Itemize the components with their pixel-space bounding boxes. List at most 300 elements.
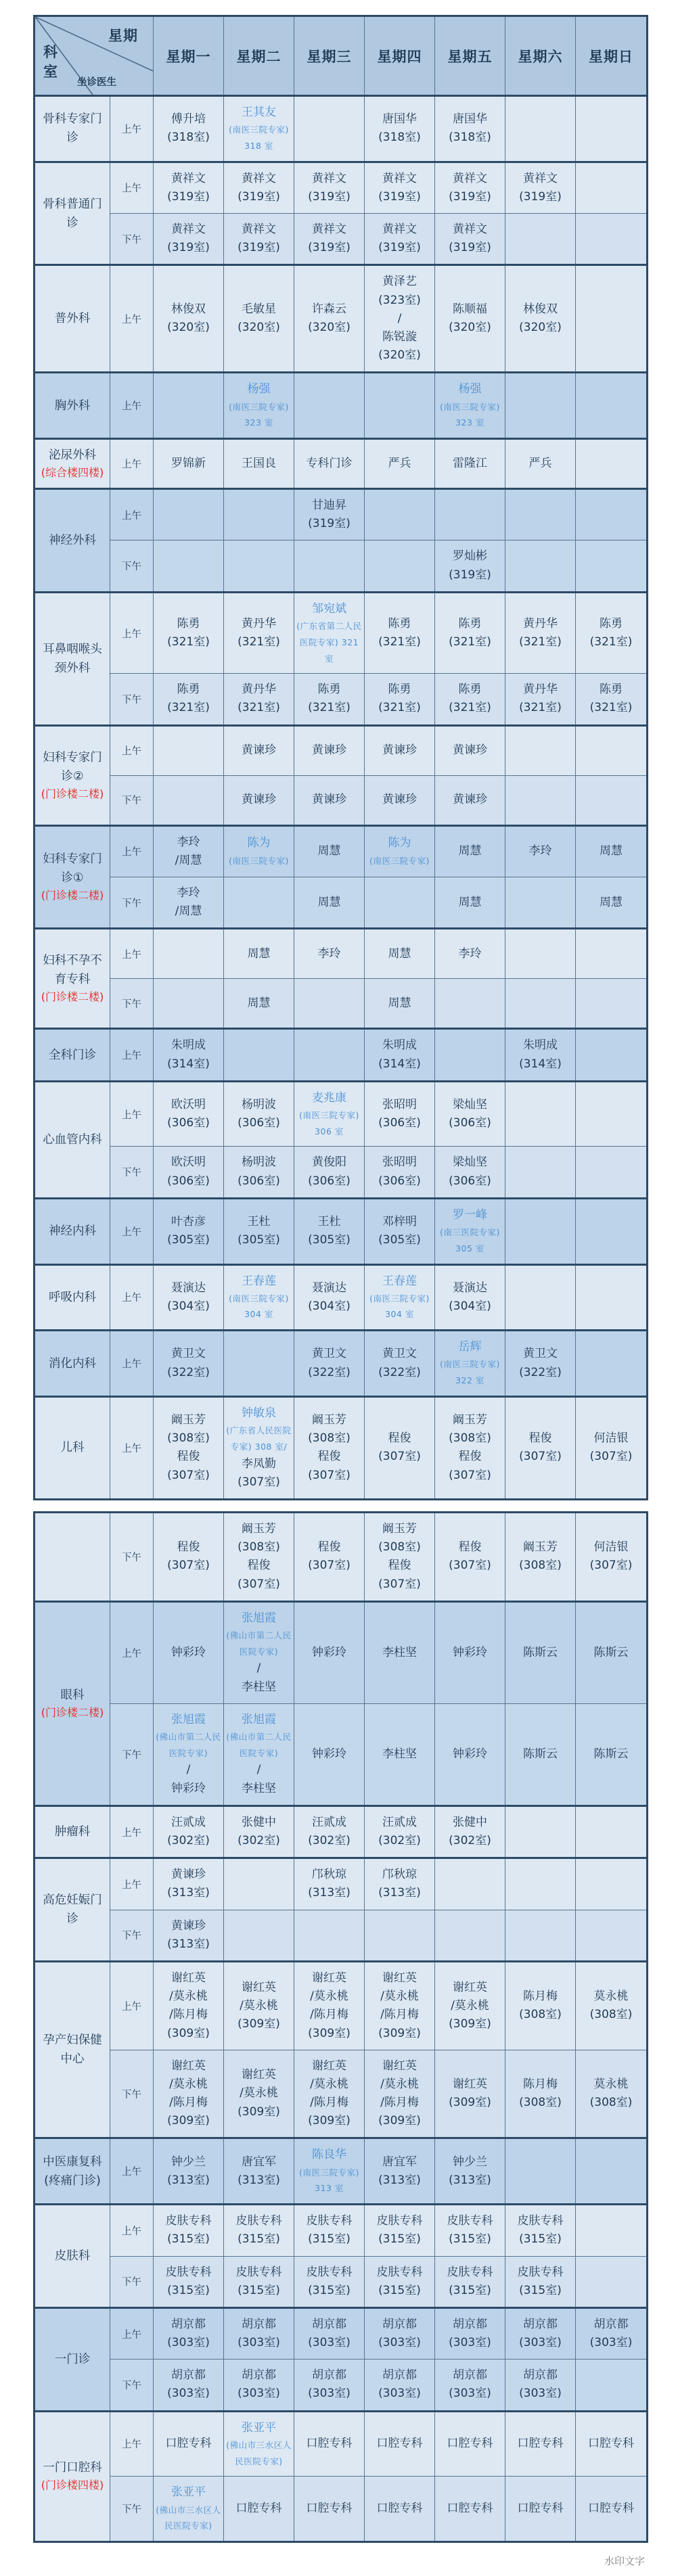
schedule-cell [224,2477,294,2542]
schedule-cell [435,979,505,1029]
cell-line: 皮肤专科 [376,2214,423,2228]
cell-line: 陈勇 [600,616,623,630]
schedule-cell [576,2205,648,2256]
cell-line: (306室) [378,1174,421,1188]
schedule-cell [576,2050,648,2138]
schedule-cell [224,2411,294,2477]
schedule-row [35,725,648,775]
schedule-row [35,1806,648,1858]
schedule-cell [294,1910,365,1961]
department-name: 呼吸内科 [49,1290,96,1304]
cell-line: 陈勇 [388,683,411,697]
cell-line: 傅升培 [171,112,206,127]
cell-line: 朱明成 [171,1038,206,1053]
cell-line: (319室) [308,241,351,255]
cell-line: (303室) [378,2387,421,2401]
cell-line: (307室) [378,1450,421,1464]
time-label: 上午 [110,2411,154,2477]
schedule-row [35,1396,648,1499]
time-label: 上午 [110,1198,154,1264]
cell-line: (南医三院专家) 306 室 [299,1109,359,1136]
cell-line: (306室) [449,1174,491,1188]
cell-line: 罗锦新 [171,456,206,470]
schedule-cell [505,96,576,162]
schedule-cell [505,1703,576,1806]
schedule-cell [294,1081,365,1147]
department-label [35,2307,110,2411]
cell-line: 程俊 [247,1559,271,1573]
cell-line: (315室) [167,2232,210,2247]
cell-line: 胡京都 [523,2317,558,2331]
schedule-cell [294,2307,365,2359]
schedule-cell [576,592,648,673]
schedule-cell [435,825,505,877]
department-label [35,439,110,489]
cell-line: (315室) [449,2232,491,2247]
time-label: 下午 [110,2256,154,2307]
cell-line: (306室) [238,1116,280,1130]
department-name: 一门口腔科 [43,2461,102,2475]
schedule-cell [365,1601,435,1703]
cell-line: /周慧 [175,904,202,919]
department-label [35,2138,110,2205]
cell-line: 钟彩玲 [453,1747,487,1761]
schedule-row [35,2477,648,2542]
schedule-cell [435,1331,505,1397]
cell-line: (302室) [449,1834,491,1847]
cell-line: 皮肤专科 [165,2214,212,2228]
schedule-cell [435,877,505,929]
cell-line: /陈月梅 [310,2096,348,2110]
schedule-cell [224,2205,294,2256]
schedule-cell [576,775,648,825]
cell-line: 陈勇 [600,683,623,697]
cell-line: (321室) [378,635,421,649]
schedule-cell [294,489,365,540]
schedule-cell [505,2205,576,2256]
schedule-cell [154,162,224,213]
cell-line: (319室) [449,189,491,204]
cell-line: 聂演达 [171,1281,206,1295]
schedule-cell [294,592,365,673]
schedule-cell [365,1961,435,2050]
cell-line: (315室) [238,2232,280,2247]
schedule-cell [505,2256,576,2307]
schedule-row [35,540,648,592]
cell-line: 黄谏珍 [171,1868,206,1882]
schedule-row [35,1264,648,1331]
schedule-row [35,2307,648,2359]
schedule-cell [576,1029,648,1081]
cell-line: 口腔专科 [376,2437,423,2451]
department-label [35,592,110,725]
schedule-cell [435,1512,505,1601]
cell-line: 陈为 [247,836,271,850]
cell-line: (308室) [589,2096,633,2110]
schedule-cell [154,1264,224,1331]
schedule-cell [224,1961,294,2050]
department-name: 全科门诊 [49,1048,96,1062]
cell-line: 朱明成 [523,1038,558,1053]
cell-line: 雷隆江 [453,456,487,470]
schedule-cell [224,1910,294,1961]
schedule-row [35,2205,648,2256]
schedule-cell [365,775,435,825]
cell-line: 谢红英 [171,2058,206,2073]
cell-line: (321室) [519,701,562,715]
department-name: 眼科 [60,1688,85,1702]
cell-line: (309室) [449,2096,491,2110]
schedule-cell [224,1512,294,1601]
cell-line: 皮肤专科 [447,2214,493,2228]
cell-line: 程俊 [177,1450,200,1464]
schedule-row [35,1961,648,2050]
schedule-header-row [35,16,648,96]
schedule-cell [505,674,576,725]
cell-line: 林俊双 [171,302,206,317]
time-label: 下午 [110,2360,154,2411]
cell-line: (320室) [378,348,421,363]
cell-line: / [186,1763,191,1777]
cell-line: (南医三院专家) 318 室 [229,124,289,151]
schedule-cell [154,2360,224,2411]
schedule-cell [224,674,294,725]
schedule-table-upper [33,15,648,1500]
cell-line: (广东省第二人民医院专家) 321 室 [296,621,362,664]
schedule-cell [365,2256,435,2307]
time-label: 下午 [110,775,154,825]
schedule-cell [435,1081,505,1147]
schedule-cell [365,1331,435,1397]
schedule-cell [365,979,435,1029]
schedule-cell [365,592,435,673]
schedule-cell [505,2307,576,2359]
schedule-cell [154,1703,224,1806]
cell-line: 周慧 [247,996,271,1010]
cell-line: 程俊 [528,1431,552,1446]
schedule-cell [224,2138,294,2205]
schedule-cell [365,265,435,373]
schedule-row [35,1147,648,1198]
cell-line: /陈月梅 [380,2008,419,2022]
cell-line: (307室) [167,1468,210,1482]
schedule-cell [294,2256,365,2307]
cell-line: 欧沃明 [171,1097,206,1111]
schedule-cell [505,162,576,213]
schedule-cell [435,1396,505,1499]
cell-line: 皮肤专科 [517,2214,564,2228]
cell-line: 王春莲 [382,1274,417,1288]
department-label [35,1806,110,1858]
cell-line: (306室) [167,1116,210,1130]
cell-line: 胡京都 [312,2317,346,2331]
cell-line: 陈勇 [177,616,200,630]
schedule-cell [576,1806,648,1858]
cell-line: 张旭霞 [242,1712,276,1726]
schedule-cell [154,373,224,439]
time-label: 下午 [110,1910,154,1961]
department-label [35,825,110,929]
department-label [35,2411,110,2542]
corner-cell [35,16,154,96]
cell-line: (303室) [308,2336,351,2350]
cell-line: /莫永桃 [451,1998,489,2013]
cell-line: 莫永桃 [593,1990,629,2004]
cell-line: (303室) [378,2336,421,2350]
cell-line: 张旭霞 [242,1611,276,1625]
schedule-cell [224,439,294,489]
cell-line: 谢红英 [453,1980,487,1994]
cell-line: 王杜 [247,1214,271,1228]
cell-line: 唐宜军 [382,2155,417,2169]
cell-line: 口腔专科 [517,2502,564,2516]
schedule-cell [294,265,365,373]
cell-line: (305室) [378,1233,421,1247]
time-label: 上午 [110,1264,154,1331]
department-name: 神经内科 [49,1224,96,1239]
schedule-cell [576,1198,648,1264]
schedule-row [35,2256,648,2307]
cell-line: 黄谏珍 [453,743,487,758]
time-label: 上午 [110,96,154,162]
cell-line: / [397,311,402,325]
cell-line: / [256,1763,261,1777]
cell-line: (303室) [519,2336,562,2350]
cell-line: 谢红英 [242,1980,276,1994]
cell-line: 陈锐漩 [382,330,417,344]
cell-line: (305室) [238,1233,280,1247]
schedule-cell [294,1512,365,1601]
cell-line: 张亚平 [171,2485,206,2500]
schedule-cell [154,2411,224,2477]
cell-line: (309室) [167,2114,210,2128]
schedule-cell [365,1264,435,1331]
cell-line: 张健中 [242,1815,276,1829]
schedule-cell [154,1601,224,1703]
cell-line: (309室) [238,2104,280,2119]
schedule-cell [294,214,365,265]
cell-line: 钟敏泉 [242,1406,276,1420]
time-label: 下午 [110,214,154,265]
cell-line: (南医三院专家) [369,855,430,866]
corner-dept-char: 科 [43,44,58,61]
cell-line: 邓梓明 [382,1214,417,1228]
schedule-cell [365,1910,435,1961]
schedule-cell [154,1512,224,1601]
schedule-cell [576,540,648,592]
cell-line: 阚玉芳 [171,1413,206,1427]
schedule-cell [224,489,294,540]
cell-line: (322室) [519,1365,562,1379]
cell-line: 王国良 [242,456,276,470]
schedule-cell [154,1910,224,1961]
schedule-row [35,825,648,877]
cell-line: 陈顺福 [453,302,487,317]
cell-line: (315室) [378,2232,421,2247]
schedule-cell [294,1198,365,1264]
cell-line: 程俊 [458,1540,482,1555]
schedule-cell [576,1858,648,1910]
schedule-cell [505,2050,576,2138]
cell-line: 黄丹华 [242,683,276,697]
cell-line: 胡京都 [593,2317,629,2331]
cell-line: 何洁银 [593,1431,629,1446]
cell-line: 口腔专科 [447,2502,493,2516]
schedule-cell [435,1264,505,1331]
department-name: 妇科专家门诊② [43,750,102,783]
cell-line: 程俊 [388,1559,411,1573]
schedule-cell [505,1147,576,1198]
department-name: 心血管内科 [43,1132,102,1147]
cell-line: (308室) [589,2008,633,2022]
cell-line: (303室) [167,2336,210,2350]
schedule-row [35,2050,648,2138]
schedule-cell [224,877,294,929]
cell-line: (321室) [308,701,351,715]
schedule-cell [224,2307,294,2359]
schedule-cell [224,1147,294,1198]
schedule-cell [294,775,365,825]
schedule-cell [294,1961,365,2050]
schedule-cell [435,2256,505,2307]
time-label: 下午 [110,877,154,929]
schedule-cell [576,1081,648,1147]
schedule-cell [576,489,648,540]
cell-line: (314室) [378,1057,421,1071]
cell-line: (308室) [519,1559,562,1573]
schedule-cell [365,877,435,929]
schedule-row [35,1512,648,1601]
cell-line: 黄谏珍 [242,743,276,758]
cell-line: 陈勇 [177,683,200,697]
cell-line: 皮肤专科 [165,2265,212,2279]
schedule-cell [365,439,435,489]
department-label [35,2205,110,2308]
cell-line: 黄俊阳 [312,1155,346,1170]
cell-line: 黄祥文 [312,223,346,237]
schedule-cell [365,96,435,162]
cell-line: (314室) [519,1057,562,1071]
schedule-cell [294,825,365,877]
cell-line: 周慧 [388,946,411,961]
schedule-cell [505,979,576,1029]
schedule-cell [576,2138,648,2205]
cell-line: 王其友 [242,106,276,119]
cell-line: 聂演达 [453,1281,487,1295]
cell-line: 唐宜军 [242,2155,276,2169]
cell-line: 邹宛斌 [312,601,346,616]
cell-line: (319室) [238,189,280,204]
schedule-cell [365,2477,435,2542]
schedule-cell [505,2477,576,2542]
schedule-row [35,979,648,1029]
cell-line: (307室) [589,1450,633,1464]
cell-line: 皮肤专科 [235,2265,282,2279]
cell-line: (321室) [378,701,421,715]
schedule-cell [154,979,224,1029]
cell-line: (佛山市三水区人民医院专家) [226,2439,292,2466]
cell-line: 钟彩玲 [453,1645,487,1659]
schedule-cell [576,2307,648,2359]
cell-line: 李柱坚 [382,1747,417,1761]
schedule-cell [154,540,224,592]
schedule-cell [576,162,648,213]
department-label [35,373,110,439]
department-location: (门诊楼四楼) [41,2479,104,2492]
department-label [35,929,110,1029]
cell-line: 谢红英 [453,2077,487,2091]
department-label [35,1961,110,2138]
schedule-cell [505,775,576,825]
cell-line: (321室) [589,701,633,715]
cell-line: 谢红英 [242,2068,276,2082]
cell-line: 陈月梅 [523,2077,558,2091]
schedule-cell [576,1147,648,1198]
schedule-cell [365,2411,435,2477]
cell-line: (318室) [167,131,210,145]
schedule-cell [154,2205,224,2256]
day-header: 星期日 [576,16,648,96]
schedule-cell [435,1703,505,1806]
cell-line: (315室) [308,2283,351,2297]
cell-line: (309室) [167,2026,210,2040]
cell-line: (306室) [238,1174,280,1188]
department-name: 中医康复科(疼痛门诊) [43,2155,102,2188]
schedule-cell [294,162,365,213]
time-label: 下午 [110,979,154,1029]
schedule-row [35,265,648,373]
cell-line: (320室) [308,321,351,335]
cell-line: (302室) [378,1834,421,1847]
schedule-cell [365,1081,435,1147]
cell-line: (308室) [519,2096,562,2110]
cell-line: 张昭明 [382,1097,417,1111]
department-label [35,1029,110,1081]
schedule-cell [224,1601,294,1703]
cell-line: (308室) [308,1431,351,1446]
schedule-cell [505,373,576,439]
cell-line: (319室) [308,189,351,204]
schedule-cell [505,929,576,979]
schedule-cell [435,2205,505,2256]
schedule-cell [505,1264,576,1331]
schedule-cell [576,1512,648,1601]
cell-line: 胡京都 [382,2317,417,2331]
time-label: 下午 [110,2050,154,2138]
cell-line: 谢红英 [171,1971,206,1985]
department-label [35,1331,110,1397]
cell-line: (319室) [449,568,491,582]
cell-line: 黄祥文 [382,223,417,237]
schedule-cell [435,1198,505,1264]
schedule-cell [435,162,505,213]
cell-line: (309室) [378,2114,421,2128]
cell-line: 程俊 [388,1431,411,1446]
schedule-cell [365,1198,435,1264]
cell-line: 李玲 [177,835,200,849]
cell-line: (307室) [378,1577,421,1591]
schedule-cell [505,1910,576,1961]
cell-line: (306室) [449,1116,491,1130]
cell-line: (308室) [449,1431,491,1446]
schedule-cell [154,2050,224,2138]
schedule-cell [435,1910,505,1961]
schedule-cell [154,1198,224,1264]
schedule-cell [435,592,505,673]
schedule-cell [365,2138,435,2205]
cell-line: 李柱坚 [382,1645,417,1659]
cell-line: 黄谏珍 [382,743,417,758]
